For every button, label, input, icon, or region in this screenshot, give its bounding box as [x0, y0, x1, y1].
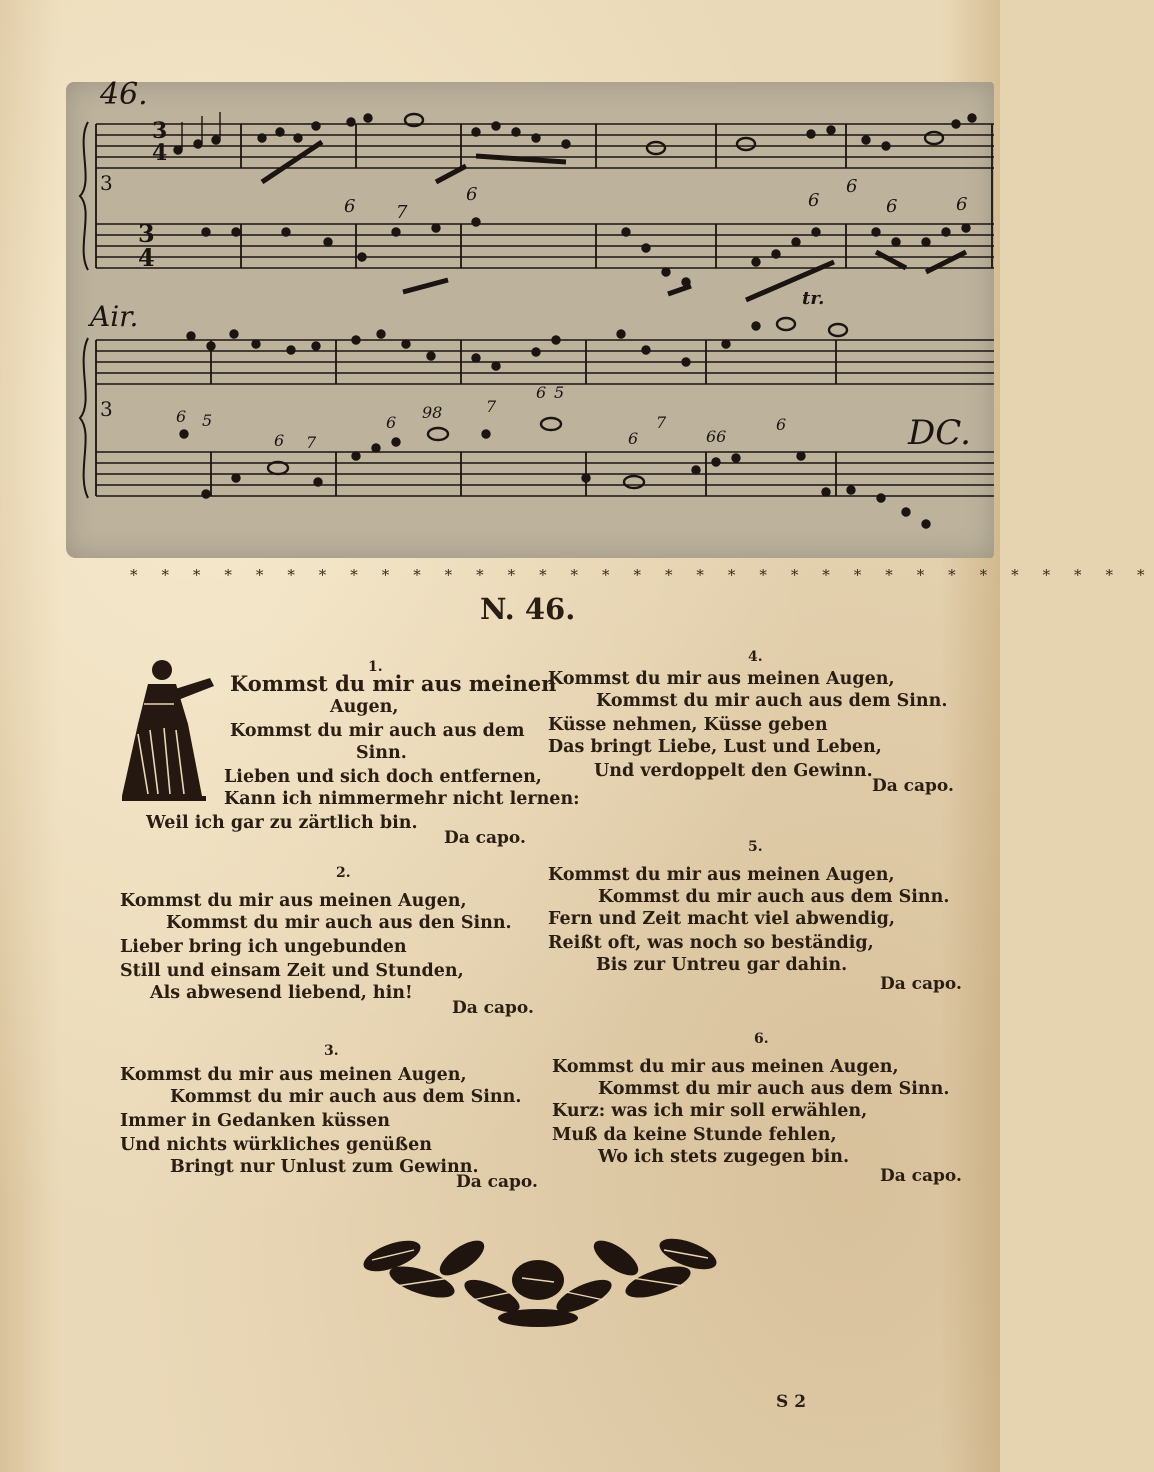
da-capo-6: Da capo.: [880, 1166, 962, 1186]
time-signature-bottom-numerator: 3: [138, 219, 155, 248]
stanza-1-line-1: Kommst du mir aus meinen: [230, 671, 557, 696]
figure-1-5: 6: [846, 176, 858, 197]
song-number: N. 46.: [480, 592, 576, 626]
stanza-number-5: 5.: [748, 839, 763, 855]
stanza-3-line-2: Kommst du mir auch aus dem Sinn.: [170, 1087, 522, 1107]
plate-number: 46.: [100, 77, 148, 112]
figure-1-4: 6: [808, 190, 820, 211]
time-signature-bottom-denominator: 4: [138, 243, 155, 272]
stanza-number-3: 3.: [324, 1043, 339, 1059]
figure-2-13: 6: [776, 415, 787, 434]
stanza-4-line-1: Kommst du mir aus meinen Augen,: [548, 669, 895, 689]
figure-2-2: 5: [202, 411, 213, 430]
figure-2-9: 5: [554, 383, 565, 402]
staff-4: [96, 452, 994, 496]
staff-2: [96, 224, 994, 268]
stanza-5-line-1: Kommst du mir aus meinen Augen,: [548, 865, 895, 885]
stanza-2-line-2: Kommst du mir auch aus den Sinn.: [166, 913, 512, 933]
foliage-ornament: [352, 1226, 728, 1334]
figured-bass-row-2: [176, 383, 786, 452]
figure-2-10: 6: [628, 429, 639, 448]
stanza-2-line-5: Als abwesend liebend, hin!: [150, 983, 413, 1003]
figure-1-1: 6: [344, 196, 356, 217]
stanza-number-1: 1.: [368, 659, 383, 675]
stanza-4-line-4: Das bringt Liebe, Lust und Leben,: [548, 737, 882, 757]
stanza-4-line-5: Und verdoppelt den Gewinn.: [594, 761, 873, 781]
figure-2-8: 6: [536, 383, 547, 402]
da-capo-3: Da capo.: [456, 1172, 538, 1192]
stanza-5-line-2: Kommst du mir auch aus dem Sinn.: [598, 887, 950, 907]
signature-mark: S 2: [776, 1392, 807, 1412]
stanza-3-line-4: Und nichts würkliches genüßen: [120, 1135, 432, 1155]
figure-2-1: 6: [176, 407, 187, 426]
stanza-number-2: 2.: [336, 865, 351, 881]
time-signature-top-denominator: 4: [152, 140, 168, 166]
stanza-3-line-3: Immer in Gedanken küssen: [120, 1111, 390, 1131]
da-capo-mark: DC.: [908, 413, 971, 453]
stanza-1-line-7: Weil ich gar zu zärtlich bin.: [146, 813, 418, 833]
figure-1-6: 6: [886, 196, 898, 217]
brace-bottom: [80, 338, 88, 498]
air-label: Air.: [90, 300, 139, 333]
stanza-6-line-5: Wo ich stets zugegen bin.: [598, 1147, 850, 1167]
stanza-2-line-3: Lieber bring ich ungebunden: [120, 937, 407, 957]
stanza-3-line-5: Bringt nur Unlust zum Gewinn.: [170, 1157, 479, 1177]
stanza-2-line-1: Kommst du mir aus meinen Augen,: [120, 891, 467, 911]
stanza-1-line-2: Augen,: [330, 697, 399, 717]
figure-2-7: 7: [486, 397, 497, 416]
stanza-number-4: 4.: [748, 649, 763, 665]
note-heads: [174, 112, 976, 528]
stanza-number-6: 6.: [754, 1031, 769, 1047]
brace-top: [80, 122, 88, 270]
figure-2-3: 6: [274, 431, 285, 450]
time-signature-top-numerator: 3: [152, 118, 168, 144]
figure-1-2: 7: [396, 202, 408, 223]
stanza-4-line-2: Kommst du mir auch aus dem Sinn.: [596, 691, 948, 711]
stanza-6-line-4: Muß da keine Stunde fehlen,: [552, 1125, 837, 1145]
figure-2-5: 6: [386, 413, 397, 432]
stanza-5-line-5: Bis zur Untreu gar dahin.: [596, 955, 848, 975]
stanza-5-line-3: Fern und Zeit macht viel abwendig,: [548, 909, 895, 929]
barlines: [96, 124, 992, 496]
woodcut-musician-figure: [118, 654, 222, 804]
figure-1-7: 6: [956, 194, 968, 215]
da-capo-4: Da capo.: [872, 776, 954, 796]
stanza-1-line-5: Lieben und sich doch entfernen,: [224, 767, 542, 787]
beams: [262, 142, 966, 300]
stanza-4-line-3: Küsse nehmen, Küsse geben: [548, 715, 828, 735]
figure-2-12: 66: [706, 427, 727, 446]
figure-2-6: 98: [422, 403, 443, 422]
star-separator: * * * * * * * * * * * * * * * * * * * * * * * * * * * * * * * * *: [130, 566, 1154, 584]
stanza-5-line-4: Reißt oft, was noch so beständig,: [548, 933, 874, 953]
figure-2-4: 7: [306, 433, 317, 452]
figure-2-11: 7: [656, 413, 667, 432]
trill-label: tr.: [802, 288, 825, 309]
stanza-1-line-6: Kann ich nimmermehr nicht lernen:: [224, 789, 580, 809]
da-capo-1: Da capo.: [444, 828, 526, 848]
brace-number-bottom: 3: [100, 397, 113, 421]
da-capo-2: Da capo.: [452, 998, 534, 1018]
music-notation: [66, 77, 994, 558]
figure-1-3: 6: [466, 184, 478, 205]
brace-number-top: 3: [100, 171, 113, 195]
stanza-3-line-1: Kommst du mir aus meinen Augen,: [120, 1065, 467, 1085]
staff-3: [96, 340, 994, 384]
music-score-engraving: [66, 77, 994, 558]
stanza-1-line-3: Kommst du mir auch aus dem: [230, 721, 525, 741]
stanza-6-line-2: Kommst du mir auch aus dem Sinn.: [598, 1079, 950, 1099]
stanza-6-line-3: Kurz: was ich mir soll erwählen,: [552, 1101, 868, 1121]
stanza-2-line-4: Still und einsam Zeit und Stunden,: [120, 961, 464, 981]
stanza-1-line-4: Sinn.: [356, 743, 407, 763]
stanza-6-line-1: Kommst du mir aus meinen Augen,: [552, 1057, 899, 1077]
da-capo-5: Da capo.: [880, 974, 962, 994]
